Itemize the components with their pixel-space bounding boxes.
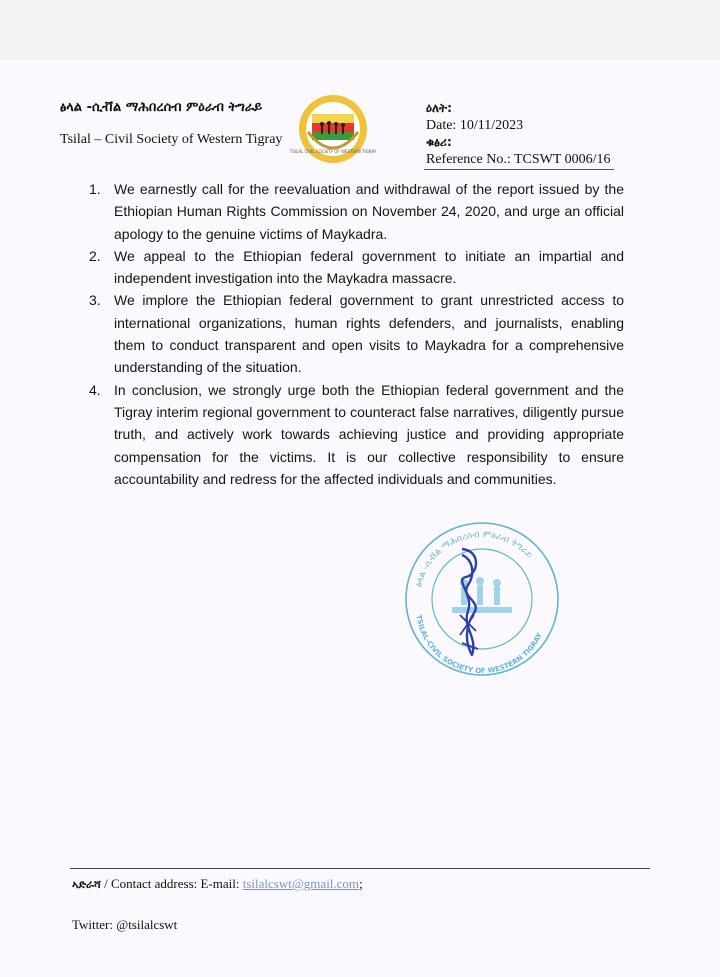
twitter-handle: Twitter: @tsilalcswt	[72, 917, 178, 932]
letter-page	[0, 60, 720, 977]
list-item-number: 2.	[89, 247, 101, 264]
org-name-english: Tsilal – Civil Society of Western Tigray	[60, 132, 283, 147]
list-item-text: We appeal to the Ethiopian federal government to initiate an impartial and independent investigation into the Maykadra massacre.	[114, 247, 624, 287]
list-item-number: 4.	[89, 381, 101, 398]
list-item	[84, 289, 624, 378]
footer-divider	[70, 868, 650, 869]
list-item-text: In conclusion, we strongly urge both the Ethiopian federal government and the Tigray interim regional government to counteract false narratives, diligently pursue truth, and actively work towards achieving justice and providing appropriate compensation for the victims. It is our collective responsibility to ensure accountability and redress for the affected individuals and communities.	[114, 381, 624, 487]
letter-meta	[426, 100, 611, 168]
list-item	[84, 245, 624, 290]
letter-date: Date: 10/11/2023	[426, 118, 524, 133]
contact-email-suffix: ;	[359, 876, 363, 891]
official-stamp-with-signature	[402, 515, 562, 677]
reference-label-amharic: ቁፅሪ:	[426, 135, 452, 149]
contact-label: / Contact address: E-mail:	[100, 876, 243, 891]
list-item-number: 3.	[89, 292, 101, 309]
org-name-amharic: ፅላል -ሲቭል ማሕበረሰብ ምዕራብ ትግራይ	[60, 100, 263, 115]
svg-text:TSILAL-CIVIL SOCIETY OF WESTER	[414, 614, 544, 675]
meta-divider	[424, 169, 614, 170]
top-background	[0, 0, 720, 60]
contact-line	[72, 876, 363, 892]
list-item-text: We implore the Ethiopian federal government to grant unrestricted access to international organizations, human rights defenders, and journalists, enabling them to conduct transparent and open visits to Maykadra for a comprehensive understanding of the situation.	[114, 292, 624, 376]
logo-text: TSILAL CIVIL SOCIETY OF WESTERN TIGRAY	[289, 149, 377, 154]
stamp-text-english: TSILAL-CIVIL SOCIETY OF WESTERN TIGRAY	[414, 614, 544, 676]
reference-number: Reference No.: TCSWT 0006/16	[426, 152, 611, 167]
demands-list	[84, 178, 624, 490]
list-item-text: We earnestly call for the reevaluation and withdrawal of the report issued by the Ethiopian Human Rights Commission on November 24, 2020, and urge an official apology to the genuine victims of Maykadra.	[114, 181, 624, 242]
list-item	[84, 379, 624, 490]
contact-label-amharic: ኣድራሻ	[72, 878, 101, 891]
list-item	[84, 178, 624, 245]
contact-email-link[interactable]: tsilalcswt@gmail.com	[242, 876, 360, 891]
organization-logo	[289, 94, 377, 164]
stamp-text-amharic: ፅላል -ሲቭል ማሕበረሰብ ምዕራብ ትግራይ	[414, 529, 534, 589]
list-item-number: 1.	[89, 181, 101, 197]
date-label-amharic: ዕለት:	[426, 101, 452, 115]
